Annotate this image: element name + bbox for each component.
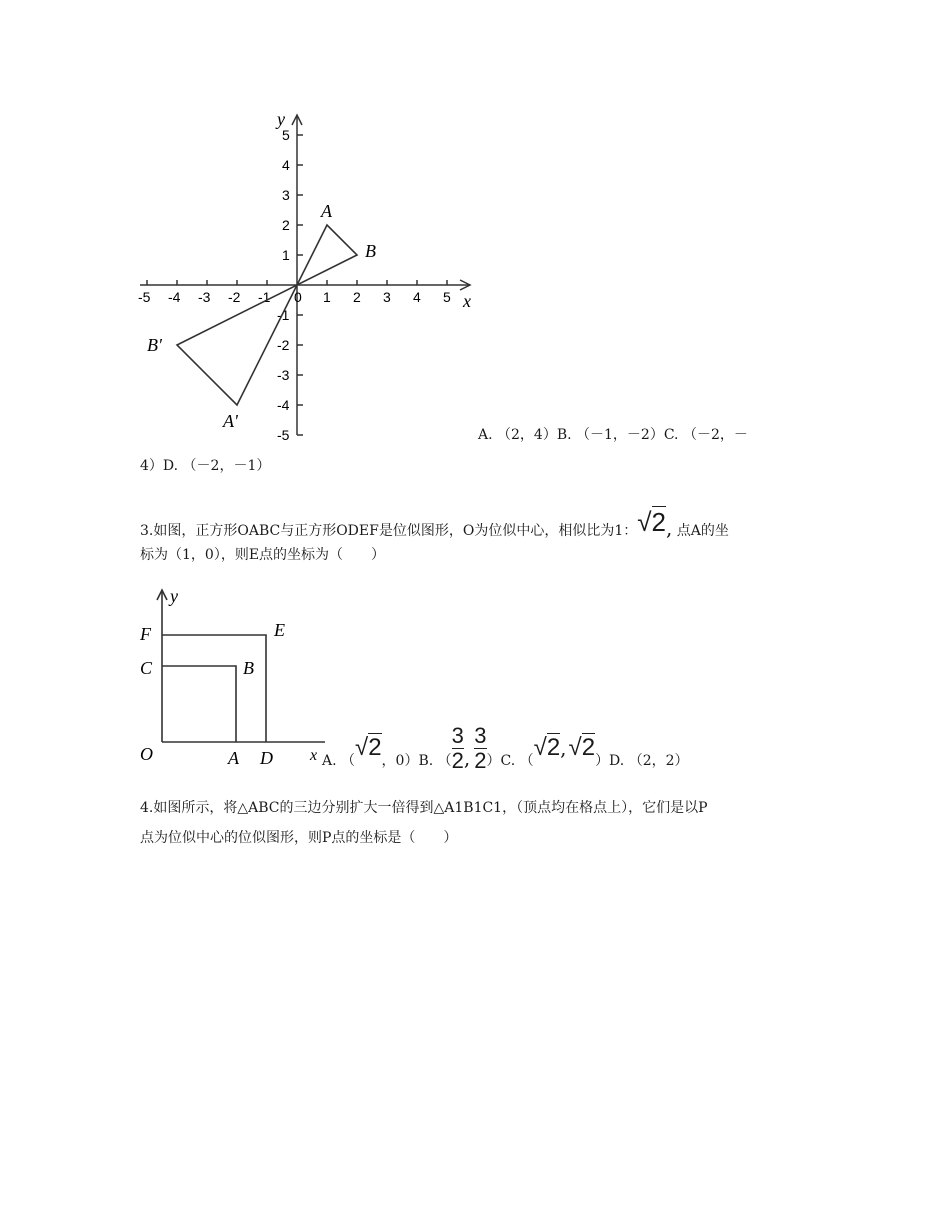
x-axis-label: x — [463, 291, 471, 311]
q3-stem-a: 3.如图，正方形OABC与正方形ODEF是位似图形，O为位似中心，相似比为1： — [140, 523, 638, 539]
q3-opt-a-pre: A. （ — [322, 753, 356, 769]
y-tick-label: 5 — [282, 127, 290, 143]
q3-stem-line1: 3.如图，正方形OABC与正方形ODEF是位似图形，O为位似中心，相似比为1：√2, 点A的坐 — [140, 507, 729, 540]
q3-opt-c-post: ）D. （2，2） — [595, 753, 689, 769]
opt-b-fraction-1: $\frac{3}{2}$ — [451, 722, 464, 773]
x-tick-label: 3 — [383, 289, 391, 305]
y-tick-label: -5 — [277, 427, 290, 443]
fig2-label-e: E — [274, 620, 285, 640]
q3-stem-line2: 标为（1，0），则E点的坐标为（ ） — [140, 547, 386, 563]
point-label: A' — [223, 411, 238, 431]
triangle-oab — [297, 225, 357, 285]
x-tick-label: -4 — [168, 289, 181, 305]
fig2-label-y: y — [170, 586, 178, 606]
fig2-label-f: F — [140, 624, 151, 644]
y-tick-label: 2 — [282, 217, 290, 233]
opt-a-sqrt: √2 — [355, 734, 382, 761]
fig2-label-b: B — [243, 658, 254, 678]
point-label: A — [321, 201, 332, 221]
fig2-label-c: C — [140, 658, 153, 678]
sqrt-ratio: √2 — [637, 507, 666, 537]
q3-opt-a-post: ，0）B. （ — [381, 753, 452, 769]
q2-options-line1: A. （2，4）B. （－1，－2）C. （－2，－ — [478, 427, 748, 443]
q3-stem-b: 点A的坐 — [676, 523, 729, 539]
x-tick-label: -5 — [138, 289, 151, 305]
coordinate-figure-1 — [130, 100, 490, 450]
q4-stem-line2: 点为位似中心的位似图形，则P点的坐标是（ ） — [140, 830, 458, 846]
y-tick-label: 3 — [282, 187, 290, 203]
x-tick-label: -2 — [228, 289, 241, 305]
q2-options-line2: 4）D. （－2，－1） — [140, 458, 271, 474]
point-label: B' — [147, 335, 162, 355]
x-tick-label: 5 — [443, 289, 451, 305]
fig2-label-a: A — [228, 748, 239, 768]
square-oabc — [162, 666, 236, 742]
q3-opt-b-post: ）C. （ — [486, 753, 534, 769]
fig2-label-o: O — [140, 744, 153, 764]
opt-c-sqrt-1: √2 — [533, 734, 561, 761]
y-tick-label: -3 — [277, 367, 290, 383]
x-tick-label: -1 — [258, 289, 271, 305]
y-tick-label: -2 — [277, 337, 290, 353]
x-tick-label: 2 — [353, 289, 361, 305]
fig2-label-x: x — [310, 747, 318, 764]
x-tick-label: 0 — [294, 289, 302, 305]
opt-b-fraction-2: $\frac{3}{2}$ — [474, 722, 487, 773]
y-tick-label: 1 — [282, 247, 290, 263]
squares-figure — [130, 582, 330, 772]
y-tick-label: 4 — [282, 157, 290, 173]
square-odef — [162, 635, 266, 742]
q4-stem-line1: 4.如图所示，将△ABC的三边分别扩大一倍得到△A1B1C1，（顶点均在格点上），它们是以P — [140, 800, 708, 816]
q3-options: A. （ √2 ，0）B. （ $\frac{3}{2}$ , $\frac{3}{2}$ ）C. （ √2 , √2 ）D. （2，2） — [322, 722, 689, 773]
opt-c-sqrt-2: √2 — [568, 734, 596, 761]
y-tick-label: -1 — [277, 307, 290, 323]
point-label: B — [365, 241, 376, 261]
y-axis-label: y — [277, 109, 285, 129]
x-tick-label: 4 — [413, 289, 421, 305]
fig2-label-d: D — [260, 748, 273, 768]
x-tick-label: -3 — [198, 289, 211, 305]
x-tick-label: 1 — [323, 289, 331, 305]
y-tick-label: -4 — [277, 397, 290, 413]
